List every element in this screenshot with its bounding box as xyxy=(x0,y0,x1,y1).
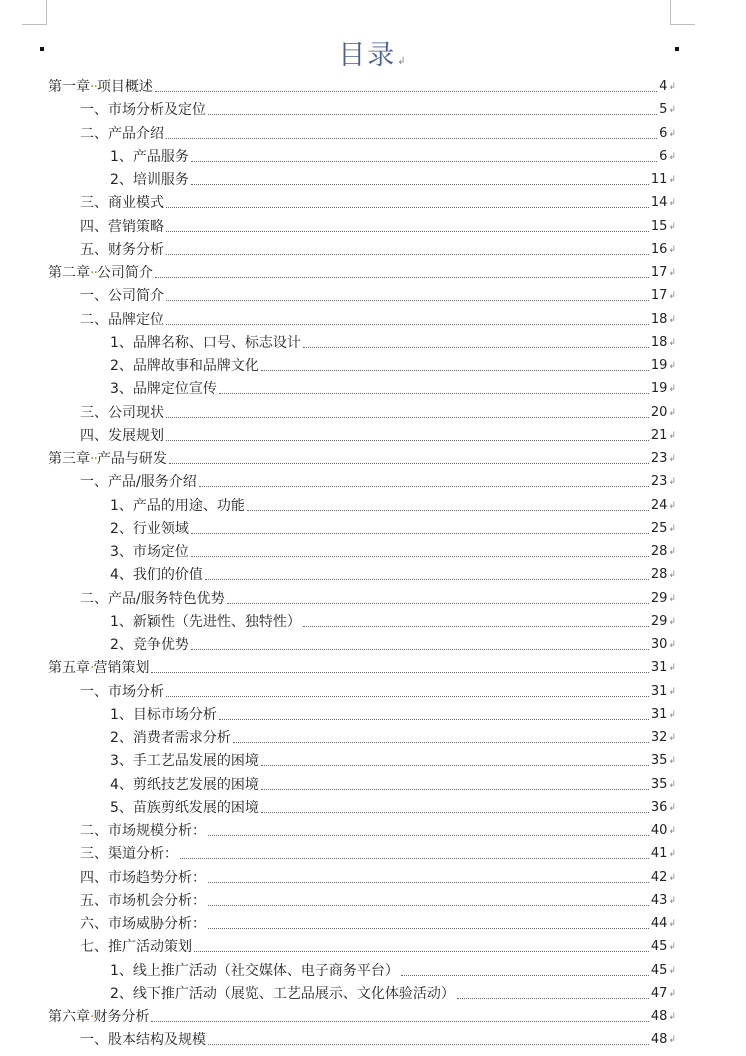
toc-entry[interactable] xyxy=(48,655,676,677)
paragraph-mark-icon: ↲ xyxy=(668,314,676,325)
toc-entry-title: 1、目标市场分析 xyxy=(110,706,217,723)
toc-entry[interactable] xyxy=(110,795,676,817)
toc-entry-title: 二、产品/服务特色优势 xyxy=(80,590,225,607)
toc-entry-page: 35 xyxy=(650,776,668,792)
toc-entry-label xyxy=(110,497,245,515)
toc-dot-leader xyxy=(166,206,649,208)
paragraph-mark-icon: ↲ xyxy=(668,291,676,302)
paragraph-mark-icon: ↲ xyxy=(668,733,676,743)
toc-entry[interactable] xyxy=(80,679,676,701)
toc-entry[interactable] xyxy=(80,190,676,212)
toc-entry-label xyxy=(48,659,149,677)
toc-entry[interactable] xyxy=(80,911,676,933)
toc-entry[interactable] xyxy=(110,376,676,398)
paragraph-mark-icon: ↲ xyxy=(668,593,676,604)
paragraph-mark-icon: ↲ xyxy=(668,105,676,116)
toc-entry-title: 一、市场分析及定位 xyxy=(80,102,206,119)
toc-entry[interactable] xyxy=(80,469,676,491)
toc-entry-label xyxy=(110,962,399,980)
paragraph-mark-icon: ↲ xyxy=(668,268,676,278)
toc-entry-page: 18 xyxy=(650,334,668,350)
toc-entry[interactable] xyxy=(110,772,676,794)
toc-entry-separator: ·· xyxy=(90,265,97,281)
paragraph-mark-icon: ↲ xyxy=(668,500,676,511)
toc-entry-page: 41 xyxy=(650,846,668,862)
toc-entry-title: 三、公司现状 xyxy=(80,404,164,421)
toc-entry-label xyxy=(110,613,301,631)
toc-dot-leader xyxy=(219,718,649,720)
toc-entry-label xyxy=(80,822,206,840)
toc-entry-title: 四、营销策略 xyxy=(80,218,164,235)
toc-entry[interactable] xyxy=(110,958,676,980)
toc-entry-title: 4、我们的价值 xyxy=(110,567,203,584)
toc-dot-leader xyxy=(247,509,649,511)
toc-entry-title: 公司简介 xyxy=(96,265,153,281)
toc-entry[interactable] xyxy=(110,702,676,724)
toc-entry-page: 43 xyxy=(650,892,668,908)
toc-entry-title: 二、品牌定位 xyxy=(80,311,164,328)
toc-entry-label xyxy=(80,845,178,863)
toc-entry-label xyxy=(80,869,206,887)
toc-entry[interactable] xyxy=(48,1004,676,1026)
toc-dot-leader xyxy=(227,602,649,604)
toc-entry[interactable] xyxy=(80,307,676,329)
toc-entry-page: 25 xyxy=(650,520,668,536)
toc-entry-title: 1、产品的用途、功能 xyxy=(110,497,245,514)
toc-dot-leader xyxy=(208,113,657,115)
paragraph-mark-icon: ↲ xyxy=(668,756,676,767)
toc-title-text: 目录 xyxy=(338,40,397,71)
toc-entry-page: 31 xyxy=(650,706,668,722)
toc-entry-label xyxy=(110,706,217,724)
toc-dot-leader xyxy=(191,648,649,650)
toc-entry-label xyxy=(80,287,164,305)
toc-entry-label xyxy=(80,404,164,422)
toc-entry[interactable] xyxy=(110,516,676,538)
toc-dot-leader xyxy=(303,625,649,627)
toc-entry[interactable] xyxy=(48,446,676,468)
toc-entry-page: 6 xyxy=(659,148,668,164)
paragraph-mark-icon: ↲ xyxy=(668,1012,676,1022)
toc-entry-title: 三、商业模式 xyxy=(80,195,164,212)
toc-entry-page: 19 xyxy=(650,358,668,373)
toc-dot-leader xyxy=(166,323,649,325)
toc-dot-leader xyxy=(208,927,649,929)
toc-entry-chapter: 第五章 xyxy=(48,660,90,677)
toc-dot-leader xyxy=(261,764,649,766)
toc-dot-leader xyxy=(457,997,649,999)
toc-entry-separator: · xyxy=(90,660,94,677)
paragraph-mark-icon: ↲ xyxy=(668,640,676,650)
toc-entry-label xyxy=(110,148,189,166)
toc-entry-title: 2、消费者需求分析 xyxy=(110,730,231,746)
toc-entry-title: 四、发展规划 xyxy=(80,427,164,444)
toc-dot-leader xyxy=(261,811,649,813)
toc-entry-page: 47 xyxy=(650,985,668,1001)
toc-dot-leader xyxy=(208,904,649,906)
toc-dot-leader xyxy=(303,346,649,348)
toc-dot-leader xyxy=(401,974,649,976)
toc-entry[interactable] xyxy=(80,97,676,119)
toc-dot-leader xyxy=(194,950,649,952)
toc-entry-page: 14 xyxy=(650,195,668,211)
toc-entry-label xyxy=(48,450,167,468)
toc-entry-page: 21 xyxy=(650,427,668,443)
toc-entry[interactable] xyxy=(110,981,676,1003)
paragraph-mark-icon: ↲ xyxy=(668,477,676,488)
toc-dot-leader xyxy=(191,555,649,557)
paragraph-mark-icon: ↲ xyxy=(668,849,676,860)
toc-entry-title: 1、新颖性（先进性、独特性） xyxy=(110,613,301,630)
toc-entry-page: 45 xyxy=(650,962,668,978)
toc-entry-label xyxy=(110,543,189,561)
paragraph-mark-icon: ↲ xyxy=(668,779,676,790)
paragraph-mark-icon: ↲ xyxy=(668,384,676,395)
toc-entry-label xyxy=(80,683,164,701)
paragraph-mark-icon: ↲ xyxy=(668,919,676,929)
toc-dot-leader xyxy=(208,834,649,836)
toc-dot-leader xyxy=(166,137,657,139)
toc-dot-leader xyxy=(261,369,649,371)
toc-entry[interactable] xyxy=(110,144,676,166)
toc-entry[interactable] xyxy=(110,493,676,515)
paragraph-mark-icon: ↲ xyxy=(668,454,676,464)
toc-dot-leader xyxy=(219,392,649,394)
toc-dot-leader xyxy=(199,485,649,487)
toc-entry[interactable] xyxy=(80,1027,676,1049)
toc-entry-page: 5 xyxy=(659,102,668,118)
toc-dot-leader xyxy=(208,1043,649,1045)
toc-entry-label xyxy=(48,1008,149,1026)
paragraph-mark-icon: ↲ xyxy=(668,663,676,674)
toc-entry-title: 产品与研发 xyxy=(96,451,167,467)
toc-entry-page: 35 xyxy=(650,753,668,769)
toc-entry-label xyxy=(48,264,153,282)
toc-entry-title: 2、线下推广活动（展览、工艺品展示、文化体验活动） xyxy=(110,985,455,1002)
toc-dot-leader xyxy=(205,578,649,580)
toc-entry-label xyxy=(80,125,164,143)
toc-entry[interactable] xyxy=(48,74,676,96)
toc-entry-title: 5、苗族剪纸发展的困境 xyxy=(110,799,259,816)
toc-entry[interactable] xyxy=(80,586,676,608)
paragraph-mark-icon: ↲ xyxy=(668,872,676,883)
toc-dot-leader xyxy=(166,230,649,232)
toc-entry-title: 五、市场机会分析： xyxy=(80,892,206,909)
toc-dot-leader xyxy=(166,253,649,255)
toc-entry-separator: · xyxy=(90,1009,94,1025)
toc-entry[interactable] xyxy=(80,423,676,445)
paragraph-mark-icon: ↲ xyxy=(668,407,676,418)
toc-dot-leader xyxy=(166,416,649,418)
toc-entry-chapter: 第二章 xyxy=(48,265,90,281)
paragraph-mark-icon: ↲ xyxy=(668,895,676,906)
toc-entry-label xyxy=(80,311,164,329)
toc-entry-title: 1、品牌名称、口号、标志设计 xyxy=(110,334,301,351)
crop-mark-top-left xyxy=(22,0,47,25)
toc-entry-title: 营销策划 xyxy=(93,660,150,677)
toc-dot-leader xyxy=(233,741,649,743)
toc-entry-title: 1、线上推广活动（社交媒体、电子商务平台） xyxy=(110,962,399,979)
toc-entry-page: 16 xyxy=(650,241,668,257)
toc-entry[interactable] xyxy=(80,214,676,236)
toc-entry-page: 31 xyxy=(650,660,668,676)
toc-entry[interactable] xyxy=(80,934,676,956)
toc-entry-title: 2、品牌故事和品牌文化 xyxy=(110,358,259,374)
toc-dot-leader xyxy=(155,276,649,278)
toc-entry[interactable] xyxy=(110,539,676,561)
toc-entry[interactable] xyxy=(110,353,676,375)
toc-entry-page: 24 xyxy=(650,497,668,513)
toc-title xyxy=(0,33,746,72)
toc-entry[interactable] xyxy=(110,748,676,770)
toc-dot-leader xyxy=(261,788,649,790)
toc-entry-label xyxy=(110,334,301,352)
toc-entry[interactable] xyxy=(80,865,676,887)
toc-entry-page: 6 xyxy=(659,125,668,141)
crop-mark-top-right xyxy=(670,0,695,25)
toc-entry-title: 财务分析 xyxy=(93,1009,150,1025)
paragraph-mark-icon: ↲ xyxy=(668,337,676,348)
toc-entry-page: 17 xyxy=(650,288,668,304)
toc-dot-leader xyxy=(166,439,649,441)
toc-entry-label xyxy=(110,729,231,747)
toc-entry-page: 28 xyxy=(650,544,668,559)
toc-dot-leader xyxy=(166,299,649,301)
toc-entry-title: 1、产品服务 xyxy=(110,148,189,165)
toc-entry[interactable] xyxy=(80,237,676,259)
toc-entry-label xyxy=(80,915,206,933)
toc-entry-page: 36 xyxy=(650,799,668,815)
toc-entry-page: 23 xyxy=(650,474,668,490)
toc-entry[interactable] xyxy=(80,121,676,143)
toc-entry-title: 六、市场威胁分析： xyxy=(80,916,206,932)
toc-entry[interactable] xyxy=(110,330,676,352)
toc-entry-title: 项目概述 xyxy=(96,79,153,95)
toc-entry-label xyxy=(80,427,164,445)
toc-entry-label xyxy=(80,1031,206,1049)
toc-entry-label xyxy=(48,78,153,96)
paragraph-mark-icon: ↲ xyxy=(668,198,676,209)
toc-entry-title: 一、股本结构及规模 xyxy=(80,1032,206,1049)
toc-dot-leader xyxy=(169,462,649,464)
toc-entry-title: 2、行业领域 xyxy=(110,520,189,537)
toc-entry-label xyxy=(110,985,455,1003)
toc-entry-page: 28 xyxy=(650,567,668,583)
toc-entry-page: 30 xyxy=(650,637,668,652)
toc-entry-page: 48 xyxy=(650,1032,668,1048)
toc-entry[interactable] xyxy=(48,260,676,282)
toc-entry[interactable] xyxy=(110,167,676,189)
paragraph-mark-icon: ↲ xyxy=(668,128,676,139)
toc-entry-title: 3、市场定位 xyxy=(110,544,189,560)
toc-entry-page: 48 xyxy=(650,1009,668,1024)
toc-entry-title: 二、产品介绍 xyxy=(80,125,164,142)
toc-entry-label xyxy=(110,380,217,398)
paragraph-mark-icon: ↲ xyxy=(668,709,676,720)
toc-entry-label xyxy=(110,357,259,375)
toc-entry-page: 42 xyxy=(650,869,668,885)
toc-entry-page: 29 xyxy=(650,613,668,629)
toc-dot-leader xyxy=(191,183,649,185)
toc-dot-leader xyxy=(166,695,649,697)
paragraph-mark-icon: ↲ xyxy=(668,175,676,185)
toc-entry-label xyxy=(110,520,189,538)
toc-entry[interactable] xyxy=(110,632,676,654)
paragraph-mark-icon: ↲ xyxy=(668,244,676,255)
toc-entry[interactable] xyxy=(110,725,676,747)
toc-entry-title: 3、手工艺品发展的困境 xyxy=(110,753,259,770)
toc-entry-label xyxy=(80,101,206,119)
toc-entry-label xyxy=(80,938,192,956)
toc-entry-label xyxy=(80,241,164,259)
toc-entry-label xyxy=(110,799,259,817)
paragraph-mark-icon: ↲ xyxy=(668,151,676,162)
paragraph-mark-icon: ↲ xyxy=(668,942,676,953)
toc-dot-leader xyxy=(191,160,657,162)
toc-entry[interactable] xyxy=(80,283,676,305)
toc-entry-page: 18 xyxy=(650,311,668,327)
toc-entry-page: 29 xyxy=(650,590,668,606)
toc-entry-title: 三、渠道分析： xyxy=(80,846,178,863)
toc-entry-page: 11 xyxy=(650,172,668,187)
toc-entry-title: 二、市场规模分析： xyxy=(80,823,206,839)
toc-entry-page: 4 xyxy=(659,79,668,94)
toc-entry-page: 31 xyxy=(650,683,668,699)
toc-entry[interactable] xyxy=(80,888,676,910)
toc-entry-label xyxy=(80,218,164,236)
toc-entry-page: 19 xyxy=(650,381,668,397)
paragraph-mark-icon: ↲ xyxy=(668,965,676,976)
toc-entry-page: 45 xyxy=(650,939,668,955)
paragraph-mark-icon: ↲ xyxy=(668,570,676,581)
toc-entry[interactable] xyxy=(80,818,676,840)
toc-entry-title: 七、推广活动策划 xyxy=(80,939,192,956)
toc-entry-title: 3、品牌定位宣传 xyxy=(110,381,217,398)
toc-dot-leader xyxy=(151,1020,648,1022)
toc-entry-label xyxy=(80,892,206,910)
toc-entry-label xyxy=(110,566,203,584)
toc-entry[interactable] xyxy=(80,841,676,863)
paragraph-mark-icon: ↲ xyxy=(668,547,676,557)
toc-entry-label xyxy=(110,171,189,189)
paragraph-mark-icon: ↲ xyxy=(668,523,676,534)
toc-dot-leader xyxy=(151,671,648,673)
toc-dot-leader xyxy=(180,857,649,859)
toc-entry-title: 一、产品/服务介绍 xyxy=(80,474,197,491)
toc-entry-chapter: 第三章 xyxy=(48,451,90,467)
toc-entry[interactable] xyxy=(80,400,676,422)
toc-entry-title: 4、剪纸技艺发展的困境 xyxy=(110,776,259,793)
paragraph-mark-icon: ↲ xyxy=(668,616,676,627)
paragraph-mark-icon: ↲ xyxy=(668,686,676,697)
toc-entry-title: 一、公司简介 xyxy=(80,288,164,305)
toc-entry[interactable] xyxy=(110,609,676,631)
toc-entry-label xyxy=(110,776,259,794)
toc-entry-label xyxy=(110,636,189,654)
toc-entry-chapter: 第一章 xyxy=(48,79,90,95)
toc-entry-separator: ·· xyxy=(90,79,97,95)
paragraph-mark-icon: ↲ xyxy=(668,1035,676,1046)
toc-entry-title: 2、竞争优势 xyxy=(110,637,189,653)
toc-entry-separator: ·· xyxy=(90,451,97,467)
toc-entry-page: 23 xyxy=(650,451,668,466)
toc-entry-label xyxy=(80,194,164,212)
paragraph-mark-icon: ↲ xyxy=(397,56,408,67)
paragraph-mark-icon: ↲ xyxy=(668,430,676,441)
toc-entry-title: 四、市场趋势分析： xyxy=(80,869,206,886)
toc-entry-label xyxy=(80,590,225,608)
toc-entry-page: 17 xyxy=(650,265,668,280)
toc-dot-leader xyxy=(208,881,649,883)
toc-entry-page: 32 xyxy=(650,730,668,745)
toc-dot-leader xyxy=(191,532,649,534)
toc-entry[interactable] xyxy=(110,562,676,584)
paragraph-mark-icon: ↲ xyxy=(668,82,676,92)
toc-entry-title: 一、市场分析 xyxy=(80,683,164,700)
toc-dot-leader xyxy=(155,90,657,92)
toc-entry-title: 2、培训服务 xyxy=(110,172,189,188)
paragraph-mark-icon: ↲ xyxy=(668,361,676,371)
paragraph-mark-icon: ↲ xyxy=(668,988,676,999)
toc-entry-chapter: 第六章 xyxy=(48,1009,90,1025)
toc-entry-label xyxy=(110,752,259,770)
toc-entry-page: 20 xyxy=(650,404,668,420)
toc-entry-page: 15 xyxy=(650,218,668,234)
paragraph-mark-icon: ↲ xyxy=(668,802,676,813)
toc-entry-page: 44 xyxy=(650,916,668,931)
paragraph-mark-icon: ↲ xyxy=(668,221,676,232)
toc-entry-page: 40 xyxy=(650,823,668,838)
toc-entry-label xyxy=(80,473,197,491)
paragraph-mark-icon: ↲ xyxy=(668,826,676,836)
toc-entry-title: 五、财务分析 xyxy=(80,241,164,258)
